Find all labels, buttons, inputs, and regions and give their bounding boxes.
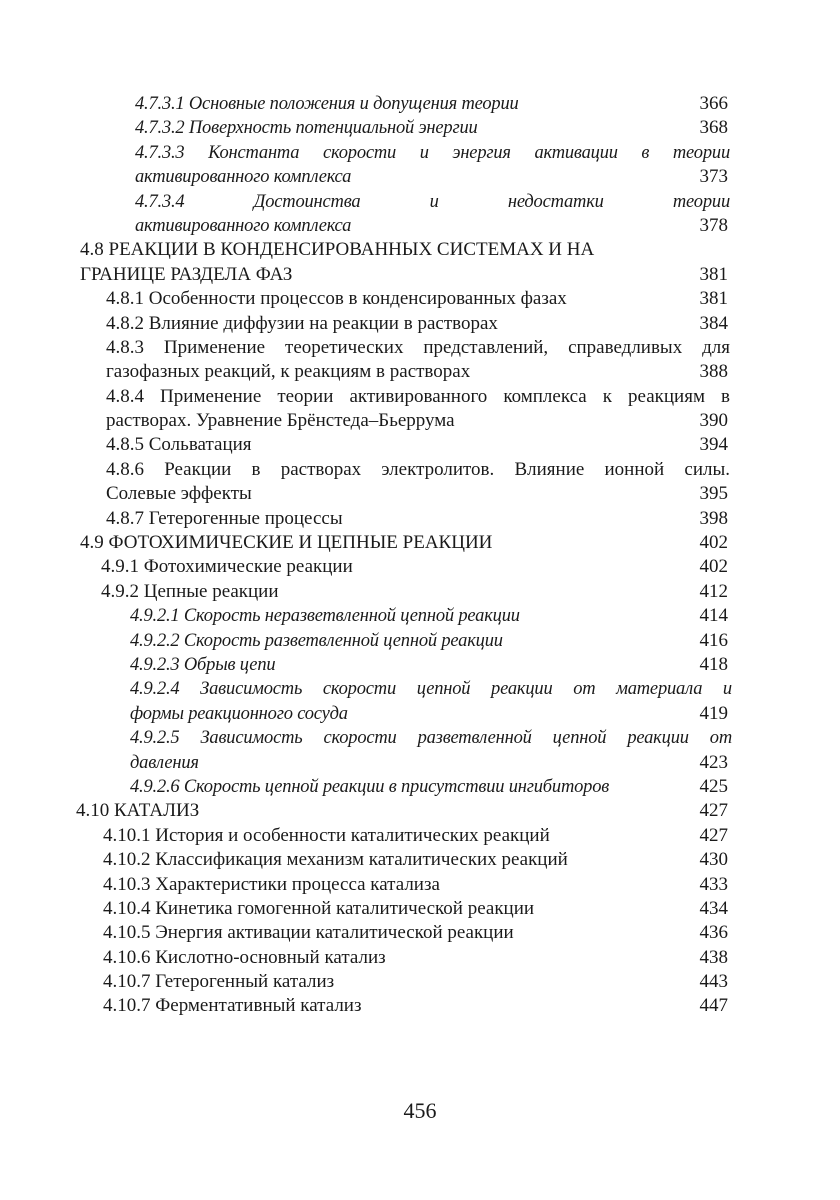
toc-entry-page: 414 [699,605,728,627]
toc-entry-page: 438 [699,946,728,968]
toc-line [0,702,840,726]
toc-line [0,336,840,360]
toc-entry [0,873,840,897]
toc-entry-title: 4.10.3 Характеристики процесса катализа [103,873,440,895]
toc-line [0,677,840,701]
toc-entry [0,897,840,921]
page-number: 456 [403,1098,437,1123]
toc-entry [0,629,840,653]
toc-entry [0,458,840,507]
toc-entry-page: 394 [699,434,728,456]
toc-entry-title: 4.9 ФОТОХИМИЧЕСКИЕ И ЦЕПНЫЕ РЕАКЦИИ [80,532,493,554]
toc-entry-title: 4.8.5 Сольватация [106,434,252,456]
toc-entry [0,775,840,799]
toc-line [0,897,840,921]
toc-line [0,580,840,604]
toc-line [0,116,840,140]
toc-line [0,214,840,238]
toc-entry-page: 436 [699,922,728,944]
toc-line [0,848,840,872]
toc-entry [0,190,840,239]
toc-entry-title: 4.8.6 Реакции в растворах электролитов. Влияние ионной силы. [106,458,730,480]
toc-entry-page: 381 [699,288,728,310]
toc-entry-title: 4.7.3.4 Достоинства и недостатки теории [135,191,730,212]
toc-entry [0,921,840,945]
toc-line [0,921,840,945]
toc-line [0,555,840,579]
toc-line [0,263,840,287]
toc-entry-title: 4.7.3.1 Основные положения и допущения теории [135,94,519,114]
toc-entry-title: давления [130,752,199,773]
toc-entry-page: 447 [699,995,728,1017]
toc-entry-page: 433 [699,873,728,895]
toc-entry-title: 4.8.2 Влияние диффузии на реакции в растворах [106,312,498,334]
toc-entry-title: ГРАНИЦЕ РАЗДЕЛА ФАЗ [80,263,293,285]
toc-entry [0,994,840,1018]
toc-entry-title: 4.10.5 Энергия активации каталитической реакции [103,922,514,944]
toc-line [0,946,840,970]
toc-entry-title: 4.8.4 Применение теории активированного комплекса к реакциям в [106,385,730,407]
toc-entry-title: 4.9.1 Фотохимические реакции [101,556,353,578]
toc-entry [0,580,840,604]
toc-line [0,507,840,531]
table-of-contents [0,92,840,1019]
toc-entry-page: 378 [699,214,728,236]
toc-entry-page: 366 [699,93,728,114]
toc-entry-title: 4.9.2 Цепные реакции [101,580,279,602]
toc-entry-title: 4.8 РЕАКЦИИ В КОНДЕНСИРОВАННЫХ СИСТЕМАХ И НА [80,239,595,261]
toc-entry-page: 402 [699,532,728,554]
toc-entry-page: 416 [699,629,728,651]
toc-entry-title: 4.7.3.3 Константа скорости и энергия активации в теории [135,142,730,163]
toc-entry-title: 4.10.7 Гетерогенный катализ [103,971,335,993]
toc-entry-page: 395 [699,483,728,505]
toc-entry-page: 381 [699,263,728,285]
toc-entry-page: 390 [699,410,728,432]
toc-line [0,873,840,897]
toc-entry [0,336,840,385]
toc-entry [0,433,840,457]
toc-line [0,409,840,433]
toc-entry [0,531,840,555]
toc-entry-page: 427 [699,800,728,822]
toc-entry [0,507,840,531]
toc-entry [0,824,840,848]
toc-line [0,751,840,775]
toc-line [0,604,840,628]
toc-line [0,775,840,799]
toc-entry-title: активированного комплекса [135,167,352,188]
toc-entry-title: 4.9.2.5 Зависимость скорости разветвленной цепной реакции от [130,728,732,749]
toc-entry-page: 443 [699,971,728,993]
toc-entry [0,287,840,311]
toc-entry-title: 4.10.4 Кинетика гомогенной каталитической реакции [103,897,535,919]
toc-entry [0,238,840,287]
toc-entry-title: 4.9.2.3 Обрыв цепи [130,654,276,675]
toc-entry-title: 4.8.1 Особенности процессов в конденсированных фазах [106,288,567,310]
toc-entry [0,677,840,726]
toc-line [0,531,840,555]
toc-entry-page: 388 [699,361,728,383]
toc-entry-page: 384 [699,312,728,334]
toc-line [0,165,840,189]
toc-entry-title: 4.9.2.4 Зависимость скорости цепной реакции от материала и [130,679,732,700]
toc-entry [0,970,840,994]
toc-entry [0,385,840,434]
toc-entry-title: растворах. Уравнение Брёнстеда–Бьеррума [106,410,455,432]
toc-entry-page: 373 [699,166,728,188]
toc-entry [0,141,840,190]
toc-entry-page: 368 [699,117,728,139]
toc-entry-title: 4.8.3 Применение теоретических представлений, справедливых для [106,336,730,358]
toc-entry-title: 4.10 КАТАЛИЗ [76,800,200,822]
toc-entry-title: Солевые эффекты [106,483,252,505]
toc-line [0,824,840,848]
toc-entry-title: газофазных реакций, к реакциям в растворах [106,361,471,383]
toc-entry-title: формы реакционного сосуда [130,703,348,724]
toc-line [0,190,840,214]
toc-entry-title: 4.10.7 Ферментативный катализ [103,995,362,1017]
toc-entry [0,604,840,628]
toc-entry-page: 427 [699,824,728,846]
toc-entry [0,799,840,823]
toc-line [0,141,840,165]
toc-entry-title: 4.10.6 Кислотно-основный катализ [103,946,386,968]
toc-entry-page: 423 [699,751,728,773]
toc-entry-page: 418 [699,653,728,675]
toc-line [0,92,840,116]
toc-line [0,726,840,750]
toc-entry-page: 402 [699,556,728,578]
toc-entry [0,312,840,336]
toc-entry-title: 4.7.3.2 Поверхность потенциальной энергии [135,118,478,139]
toc-line [0,994,840,1018]
toc-line [0,312,840,336]
toc-entry-page: 430 [699,849,728,871]
toc-entry-title: 4.9.2.2 Скорость разветвленной цепной реакции [130,630,503,651]
toc-entry [0,653,840,677]
toc-entry-page: 398 [699,507,728,529]
toc-entry-page: 419 [699,702,728,724]
toc-line [0,360,840,384]
toc-entry-title: 4.9.2.6 Скорость цепной реакции в присутствии ингибиторов [130,776,610,797]
toc-line [0,653,840,677]
toc-entry [0,92,840,116]
toc-entry [0,116,840,140]
toc-entry [0,848,840,872]
toc-line [0,385,840,409]
toc-entry [0,946,840,970]
toc-line [0,482,840,506]
toc-entry-title: 4.8.7 Гетерогенные процессы [106,507,343,529]
toc-line [0,238,840,262]
toc-entry-title: активированного комплекса [135,215,352,236]
toc-entry-title: 4.10.1 История и особенности каталитических реакций [103,824,550,846]
toc-entry [0,555,840,579]
toc-entry-title: 4.10.2 Классификация механизм каталитических реакций [103,849,568,871]
toc-entry-page: 425 [699,775,728,797]
toc-entry-page: 412 [699,580,728,602]
toc-line [0,799,840,823]
toc-line [0,458,840,482]
toc-entry [0,726,840,775]
toc-entry-title: 4.9.2.1 Скорость неразветвленной цепной реакции [130,606,520,627]
toc-entry-page: 434 [699,897,728,919]
toc-line [0,287,840,311]
toc-line [0,629,840,653]
toc-line [0,433,840,457]
toc-line [0,970,840,994]
